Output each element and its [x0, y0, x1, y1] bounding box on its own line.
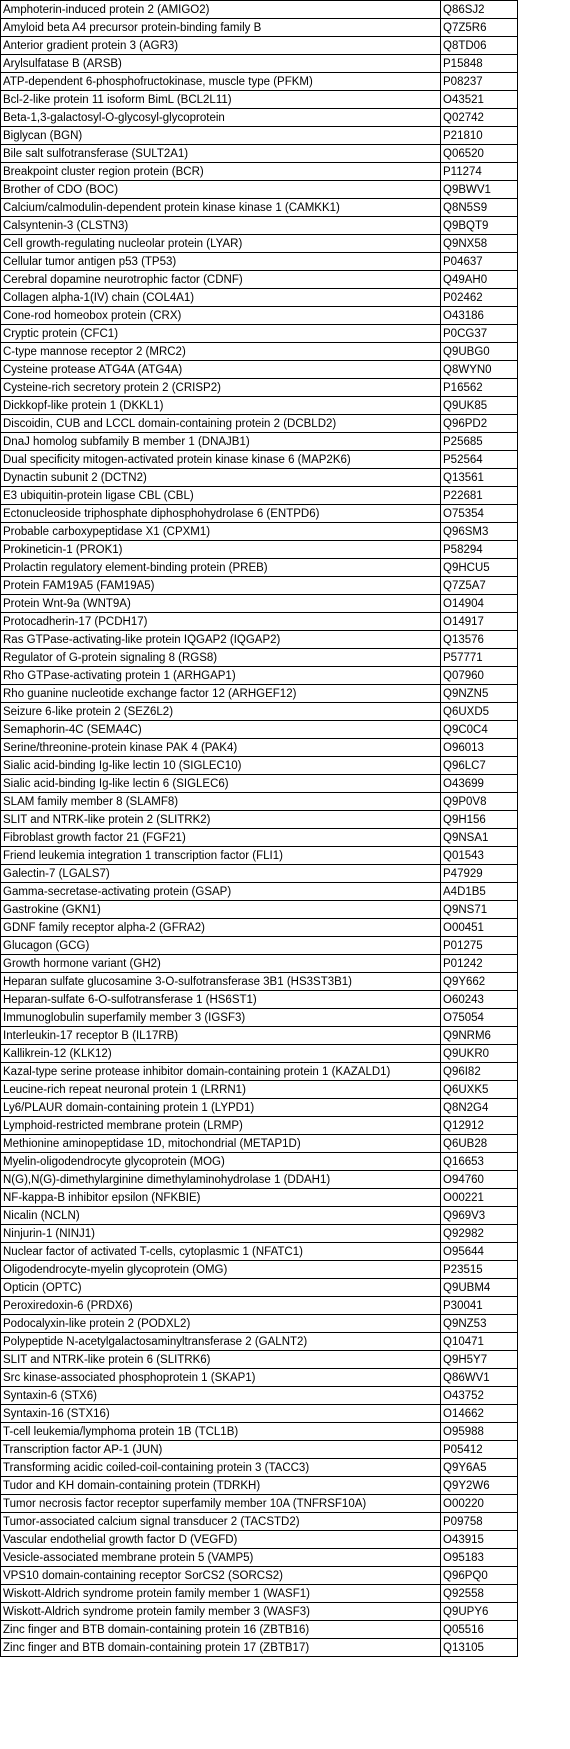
table-row	[1, 127, 518, 145]
protein-name-cell: Semaphorin-4C (SEMA4C)	[1, 721, 441, 739]
accession-cell: Q9P0V8	[441, 793, 518, 811]
protein-name-cell: Ly6/PLAUR domain-containing protein 1 (LYPD1)	[1, 1099, 441, 1117]
table-row	[1, 181, 518, 199]
accession-cell: O00221	[441, 1189, 518, 1207]
accession-cell: Q9UK85	[441, 397, 518, 415]
table-row	[1, 901, 518, 919]
protein-name-cell: Leucine-rich repeat neuronal protein 1 (LRRN1)	[1, 1081, 441, 1099]
table-row	[1, 361, 518, 379]
table-row	[1, 703, 518, 721]
protein-name-cell: Dual specificity mitogen-activated protein kinase kinase 6 (MAP2K6)	[1, 451, 441, 469]
protein-name-cell: Dynactin subunit 2 (DCTN2)	[1, 469, 441, 487]
protein-name-cell: ATP-dependent 6-phosphofructokinase, muscle type (PFKM)	[1, 73, 441, 91]
accession-cell: Q9H156	[441, 811, 518, 829]
protein-name-cell: Zinc finger and BTB domain-containing protein 16 (ZBTB16)	[1, 1621, 441, 1639]
accession-cell: P22681	[441, 487, 518, 505]
table-row	[1, 271, 518, 289]
accession-cell: Q8WYN0	[441, 361, 518, 379]
table-row	[1, 865, 518, 883]
protein-name-cell: Vascular endothelial growth factor D (VEGFD)	[1, 1531, 441, 1549]
accession-cell: Q9BQT9	[441, 217, 518, 235]
table-row	[1, 523, 518, 541]
protein-name-cell: T-cell leukemia/lymphoma protein 1B (TCL1B)	[1, 1423, 441, 1441]
protein-name-cell: E3 ubiquitin-protein ligase CBL (CBL)	[1, 487, 441, 505]
protein-name-cell: Vesicle-associated membrane protein 5 (VAMP5)	[1, 1549, 441, 1567]
table-row	[1, 685, 518, 703]
protein-name-cell: Biglycan (BGN)	[1, 127, 441, 145]
accession-cell: Q9Y662	[441, 973, 518, 991]
table-row	[1, 559, 518, 577]
table-row	[1, 73, 518, 91]
accession-cell: Q7Z5A7	[441, 577, 518, 595]
accession-cell: Q9BWV1	[441, 181, 518, 199]
table-row	[1, 1279, 518, 1297]
accession-cell: O96013	[441, 739, 518, 757]
table-row	[1, 415, 518, 433]
table-row	[1, 307, 518, 325]
table-row	[1, 217, 518, 235]
accession-cell: Q6UXD5	[441, 703, 518, 721]
table-row	[1, 883, 518, 901]
accession-cell: P47929	[441, 865, 518, 883]
accession-cell: P16562	[441, 379, 518, 397]
accession-cell: Q13561	[441, 469, 518, 487]
accession-cell: P25685	[441, 433, 518, 451]
accession-cell: Q49AH0	[441, 271, 518, 289]
accession-cell: Q8N2G4	[441, 1099, 518, 1117]
accession-cell: Q8N5S9	[441, 199, 518, 217]
protein-name-cell: Polypeptide N-acetylgalactosaminyltransferase 2 (GALNT2)	[1, 1333, 441, 1351]
accession-cell: O00220	[441, 1495, 518, 1513]
protein-name-cell: Protein Wnt-9a (WNT9A)	[1, 595, 441, 613]
accession-cell: Q96PQ0	[441, 1567, 518, 1585]
table-row	[1, 1441, 518, 1459]
accession-cell: O43752	[441, 1387, 518, 1405]
accession-cell: Q9UKR0	[441, 1045, 518, 1063]
accession-cell: P21810	[441, 127, 518, 145]
protein-name-cell: N(G),N(G)-dimethylarginine dimethylaminohydrolase 1 (DDAH1)	[1, 1171, 441, 1189]
protein-name-cell: Friend leukemia integration 1 transcription factor (FLI1)	[1, 847, 441, 865]
accession-cell: Q10471	[441, 1333, 518, 1351]
accession-cell: O43915	[441, 1531, 518, 1549]
accession-cell: Q9Y2W6	[441, 1477, 518, 1495]
accession-cell: Q01543	[441, 847, 518, 865]
accession-cell: Q9HCU5	[441, 559, 518, 577]
table-row	[1, 1423, 518, 1441]
accession-cell: P58294	[441, 541, 518, 559]
table-row	[1, 235, 518, 253]
accession-cell: Q96LC7	[441, 757, 518, 775]
table-row	[1, 577, 518, 595]
table-row	[1, 1297, 518, 1315]
protein-name-cell: Rho GTPase-activating protein 1 (ARHGAP1)	[1, 667, 441, 685]
protein-name-cell: Sialic acid-binding Ig-like lectin 10 (SIGLEC10)	[1, 757, 441, 775]
table-row	[1, 1387, 518, 1405]
accession-cell: O75354	[441, 505, 518, 523]
accession-cell: O43521	[441, 91, 518, 109]
protein-name-cell: Probable carboxypeptidase X1 (CPXM1)	[1, 523, 441, 541]
protein-name-cell: SLAM family member 8 (SLAMF8)	[1, 793, 441, 811]
accession-cell: O94760	[441, 1171, 518, 1189]
protein-name-cell: Tumor necrosis factor receptor superfamily member 10A (TNFRSF10A)	[1, 1495, 441, 1513]
protein-name-cell: Discoidin, CUB and LCCL domain-containing protein 2 (DCBLD2)	[1, 415, 441, 433]
accession-cell: Q9UPY6	[441, 1603, 518, 1621]
accession-cell: Q9NZN5	[441, 685, 518, 703]
protein-name-cell: Syntaxin-6 (STX6)	[1, 1387, 441, 1405]
accession-cell: Q9NZ53	[441, 1315, 518, 1333]
table-row	[1, 1639, 518, 1657]
accession-cell: O95183	[441, 1549, 518, 1567]
table-row	[1, 145, 518, 163]
table-row	[1, 1513, 518, 1531]
protein-name-cell: Fibroblast growth factor 21 (FGF21)	[1, 829, 441, 847]
protein-name-cell: Cerebral dopamine neurotrophic factor (CDNF)	[1, 271, 441, 289]
table-row	[1, 649, 518, 667]
protein-name-cell: Lymphoid-restricted membrane protein (LRMP)	[1, 1117, 441, 1135]
protein-name-cell: Gamma-secretase-activating protein (GSAP)	[1, 883, 441, 901]
table-row	[1, 1135, 518, 1153]
table-row	[1, 91, 518, 109]
accession-cell: P30041	[441, 1297, 518, 1315]
table-row	[1, 973, 518, 991]
table-row	[1, 919, 518, 937]
accession-cell: Q02742	[441, 109, 518, 127]
table-row	[1, 1063, 518, 1081]
accession-cell: P04637	[441, 253, 518, 271]
protein-name-cell: VPS10 domain-containing receptor SorCS2 (SORCS2)	[1, 1567, 441, 1585]
protein-name-cell: Cone-rod homeobox protein (CRX)	[1, 307, 441, 325]
protein-name-cell: Heparan-sulfate 6-O-sulfotransferase 1 (HS6ST1)	[1, 991, 441, 1009]
table-row	[1, 109, 518, 127]
protein-name-cell: Collagen alpha-1(IV) chain (COL4A1)	[1, 289, 441, 307]
table-body	[1, 1, 518, 1657]
accession-cell: Q9UBM4	[441, 1279, 518, 1297]
protein-name-cell: Prokineticin-1 (PROK1)	[1, 541, 441, 559]
table-row	[1, 991, 518, 1009]
protein-name-cell: Galectin-7 (LGALS7)	[1, 865, 441, 883]
accession-cell: P11274	[441, 163, 518, 181]
protein-name-cell: Nuclear factor of activated T-cells, cytoplasmic 1 (NFATC1)	[1, 1243, 441, 1261]
table-row	[1, 397, 518, 415]
accession-cell: Q9UBG0	[441, 343, 518, 361]
protein-name-cell: Kazal-type serine protease inhibitor domain-containing protein 1 (KAZALD1)	[1, 1063, 441, 1081]
protein-name-cell: Cysteine protease ATG4A (ATG4A)	[1, 361, 441, 379]
accession-cell: P15848	[441, 55, 518, 73]
protein-name-cell: Tudor and KH domain-containing protein (TDRKH)	[1, 1477, 441, 1495]
protein-name-cell: Arylsulfatase B (ARSB)	[1, 55, 441, 73]
protein-name-cell: Cell growth-regulating nucleolar protein (LYAR)	[1, 235, 441, 253]
table-row	[1, 1603, 518, 1621]
protein-name-cell: Podocalyxin-like protein 2 (PODXL2)	[1, 1315, 441, 1333]
table-row	[1, 847, 518, 865]
table-row	[1, 1243, 518, 1261]
accession-cell: O95988	[441, 1423, 518, 1441]
accession-cell: P52564	[441, 451, 518, 469]
table-row	[1, 829, 518, 847]
protein-name-cell: Wiskott-Aldrich syndrome protein family member 3 (WASF3)	[1, 1603, 441, 1621]
protein-name-cell: Bcl-2-like protein 11 isoform BimL (BCL2L11)	[1, 91, 441, 109]
protein-name-cell: Prolactin regulatory element-binding protein (PREB)	[1, 559, 441, 577]
table-row	[1, 1549, 518, 1567]
accession-cell: O14917	[441, 613, 518, 631]
protein-name-cell: Kallikrein-12 (KLK12)	[1, 1045, 441, 1063]
table-row	[1, 937, 518, 955]
table-row	[1, 1459, 518, 1477]
accession-cell: O95644	[441, 1243, 518, 1261]
table-row	[1, 1207, 518, 1225]
table-row	[1, 1081, 518, 1099]
table-row	[1, 1027, 518, 1045]
table-row	[1, 451, 518, 469]
accession-cell: P08237	[441, 73, 518, 91]
table-row	[1, 811, 518, 829]
protein-name-cell: Syntaxin-16 (STX16)	[1, 1405, 441, 1423]
table-row	[1, 505, 518, 523]
table-row	[1, 1351, 518, 1369]
table-row	[1, 1333, 518, 1351]
protein-name-cell: Bile salt sulfotransferase (SULT2A1)	[1, 145, 441, 163]
accession-cell: P01242	[441, 955, 518, 973]
accession-cell: Q9NX58	[441, 235, 518, 253]
table-row	[1, 325, 518, 343]
table-row	[1, 793, 518, 811]
protein-name-cell: Opticin (OPTC)	[1, 1279, 441, 1297]
table-row	[1, 955, 518, 973]
table-row	[1, 1405, 518, 1423]
protein-name-cell: NF-kappa-B inhibitor epsilon (NFKBIE)	[1, 1189, 441, 1207]
table-row	[1, 1477, 518, 1495]
table-row	[1, 343, 518, 361]
table-row	[1, 541, 518, 559]
protein-name-cell: Ninjurin-1 (NINJ1)	[1, 1225, 441, 1243]
protein-name-cell: Gastrokine (GKN1)	[1, 901, 441, 919]
protein-name-cell: Interleukin-17 receptor B (IL17RB)	[1, 1027, 441, 1045]
table-row	[1, 433, 518, 451]
accession-cell: Q96PD2	[441, 415, 518, 433]
accession-cell: Q6UB28	[441, 1135, 518, 1153]
protein-name-cell: Beta-1,3-galactosyl-O-glycosyl-glycoprotein	[1, 109, 441, 127]
protein-name-cell: Sialic acid-binding Ig-like lectin 6 (SIGLEC6)	[1, 775, 441, 793]
table-row	[1, 721, 518, 739]
protein-name-cell: Protein FAM19A5 (FAM19A5)	[1, 577, 441, 595]
accession-cell: O43699	[441, 775, 518, 793]
table-row	[1, 253, 518, 271]
protein-name-cell: Regulator of G-protein signaling 8 (RGS8)	[1, 649, 441, 667]
table-row	[1, 1099, 518, 1117]
protein-name-cell: Growth hormone variant (GH2)	[1, 955, 441, 973]
table-row	[1, 1315, 518, 1333]
table-row	[1, 1117, 518, 1135]
table-row	[1, 487, 518, 505]
protein-name-cell: Zinc finger and BTB domain-containing protein 17 (ZBTB17)	[1, 1639, 441, 1657]
protein-name-cell: Myelin-oligodendrocyte glycoprotein (MOG)	[1, 1153, 441, 1171]
table-row	[1, 667, 518, 685]
accession-cell: Q12912	[441, 1117, 518, 1135]
protein-name-cell: Amyloid beta A4 precursor protein-binding family B	[1, 19, 441, 37]
accession-cell: Q16653	[441, 1153, 518, 1171]
table-row	[1, 1261, 518, 1279]
accession-cell: P05412	[441, 1441, 518, 1459]
accession-cell: Q9NSA1	[441, 829, 518, 847]
accession-cell: O75054	[441, 1009, 518, 1027]
accession-cell: O43186	[441, 307, 518, 325]
table-row	[1, 613, 518, 631]
table-row	[1, 631, 518, 649]
table-row	[1, 757, 518, 775]
protein-name-cell: Cryptic protein (CFC1)	[1, 325, 441, 343]
accession-cell: Q9Y6A5	[441, 1459, 518, 1477]
protein-name-cell: Anterior gradient protein 3 (AGR3)	[1, 37, 441, 55]
protein-name-cell: Ras GTPase-activating-like protein IQGAP2 (IQGAP2)	[1, 631, 441, 649]
accession-cell: Q13576	[441, 631, 518, 649]
protein-name-cell: Transcription factor AP-1 (JUN)	[1, 1441, 441, 1459]
accession-cell: Q06520	[441, 145, 518, 163]
table-row	[1, 55, 518, 73]
table-row	[1, 1045, 518, 1063]
accession-cell: Q92558	[441, 1585, 518, 1603]
protein-name-cell: SLIT and NTRK-like protein 6 (SLITRK6)	[1, 1351, 441, 1369]
accession-cell: Q9H5Y7	[441, 1351, 518, 1369]
protein-name-cell: Breakpoint cluster region protein (BCR)	[1, 163, 441, 181]
table-row	[1, 469, 518, 487]
accession-cell: P57771	[441, 649, 518, 667]
table-row	[1, 739, 518, 757]
protein-name-cell: Immunoglobulin superfamily member 3 (IGSF3)	[1, 1009, 441, 1027]
table-row	[1, 1531, 518, 1549]
table-row	[1, 1369, 518, 1387]
accession-cell: P09758	[441, 1513, 518, 1531]
table-row	[1, 1153, 518, 1171]
protein-name-cell: Cysteine-rich secretory protein 2 (CRISP2)	[1, 379, 441, 397]
protein-name-cell: Methionine aminopeptidase 1D, mitochondrial (METAP1D)	[1, 1135, 441, 1153]
protein-name-cell: Seizure 6-like protein 2 (SEZ6L2)	[1, 703, 441, 721]
protein-name-cell: C-type mannose receptor 2 (MRC2)	[1, 343, 441, 361]
table-row	[1, 595, 518, 613]
table-row	[1, 19, 518, 37]
table-row	[1, 1567, 518, 1585]
accession-cell: Q86SJ2	[441, 1, 518, 19]
protein-name-cell: Tumor-associated calcium signal transducer 2 (TACSTD2)	[1, 1513, 441, 1531]
protein-name-cell: Brother of CDO (BOC)	[1, 181, 441, 199]
accession-cell: Q07960	[441, 667, 518, 685]
accession-cell: A4D1B5	[441, 883, 518, 901]
accession-cell: Q9NRM6	[441, 1027, 518, 1045]
protein-name-cell: Protocadherin-17 (PCDH17)	[1, 613, 441, 631]
accession-cell: Q9C0C4	[441, 721, 518, 739]
accession-cell: Q05516	[441, 1621, 518, 1639]
table-row	[1, 289, 518, 307]
table-row	[1, 37, 518, 55]
protein-name-cell: Calcium/calmodulin-dependent protein kinase kinase 1 (CAMKK1)	[1, 199, 441, 217]
protein-name-cell: Serine/threonine-protein kinase PAK 4 (PAK4)	[1, 739, 441, 757]
accession-cell: Q92982	[441, 1225, 518, 1243]
protein-name-cell: Wiskott-Aldrich syndrome protein family member 1 (WASF1)	[1, 1585, 441, 1603]
protein-name-cell: Oligodendrocyte-myelin glycoprotein (OMG)	[1, 1261, 441, 1279]
table-row	[1, 775, 518, 793]
table-row	[1, 1, 518, 19]
table-row	[1, 1225, 518, 1243]
table-row	[1, 379, 518, 397]
table-row	[1, 1189, 518, 1207]
accession-cell: Q96I82	[441, 1063, 518, 1081]
protein-name-cell: Nicalin (NCLN)	[1, 1207, 441, 1225]
accession-cell: O00451	[441, 919, 518, 937]
accession-cell: Q6UXK5	[441, 1081, 518, 1099]
protein-name-cell: Peroxiredoxin-6 (PRDX6)	[1, 1297, 441, 1315]
protein-name-cell: Ectonucleoside triphosphate diphosphohydrolase 6 (ENTPD6)	[1, 505, 441, 523]
table-row	[1, 1495, 518, 1513]
table-row	[1, 1009, 518, 1027]
protein-name-cell: Amphoterin-induced protein 2 (AMIGO2)	[1, 1, 441, 19]
accession-cell: P01275	[441, 937, 518, 955]
accession-cell: Q86WV1	[441, 1369, 518, 1387]
protein-name-cell: Rho guanine nucleotide exchange factor 12 (ARHGEF12)	[1, 685, 441, 703]
protein-name-cell: SLIT and NTRK-like protein 2 (SLITRK2)	[1, 811, 441, 829]
accession-cell: Q7Z5R6	[441, 19, 518, 37]
table-row	[1, 1585, 518, 1603]
table-row	[1, 199, 518, 217]
protein-name-cell: Src kinase-associated phosphoprotein 1 (SKAP1)	[1, 1369, 441, 1387]
accession-cell: P02462	[441, 289, 518, 307]
accession-cell: P23515	[441, 1261, 518, 1279]
accession-cell: O60243	[441, 991, 518, 1009]
protein-name-cell: Transforming acidic coiled-coil-containing protein 3 (TACC3)	[1, 1459, 441, 1477]
protein-name-cell: Calsyntenin-3 (CLSTN3)	[1, 217, 441, 235]
accession-cell: O14904	[441, 595, 518, 613]
accession-cell: Q96SM3	[441, 523, 518, 541]
table-row	[1, 1171, 518, 1189]
protein-name-cell: Heparan sulfate glucosamine 3-O-sulfotransferase 3B1 (HS3ST3B1)	[1, 973, 441, 991]
accession-cell: O14662	[441, 1405, 518, 1423]
accession-cell: P0CG37	[441, 325, 518, 343]
protein-name-cell: Glucagon (GCG)	[1, 937, 441, 955]
protein-name-cell: Cellular tumor antigen p53 (TP53)	[1, 253, 441, 271]
table-row	[1, 163, 518, 181]
accession-cell: Q8TD06	[441, 37, 518, 55]
accession-cell: Q13105	[441, 1639, 518, 1657]
protein-name-cell: DnaJ homolog subfamily B member 1 (DNAJB1)	[1, 433, 441, 451]
table-row	[1, 1621, 518, 1639]
protein-name-cell: Dickkopf-like protein 1 (DKKL1)	[1, 397, 441, 415]
accession-cell: Q9NS71	[441, 901, 518, 919]
accession-cell: Q969V3	[441, 1207, 518, 1225]
protein-name-cell: GDNF family receptor alpha-2 (GFRA2)	[1, 919, 441, 937]
